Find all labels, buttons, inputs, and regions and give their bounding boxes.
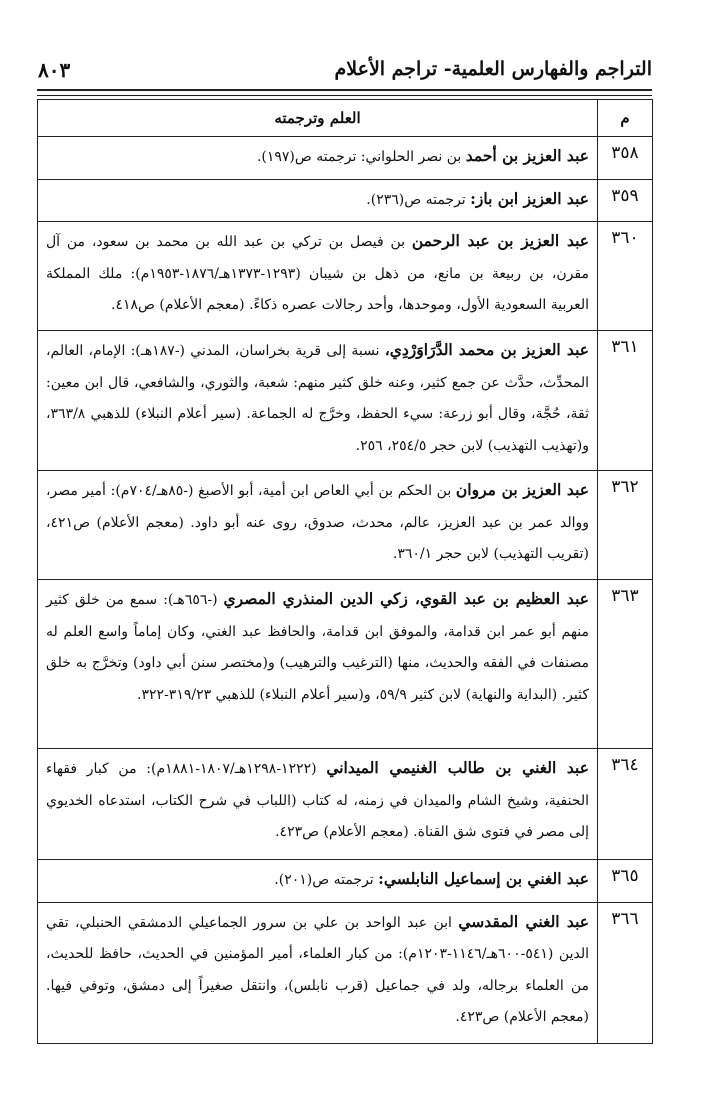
entry-body (38, 222, 598, 331)
table-header-row (38, 100, 653, 137)
entry-text: بن فيصل بن تركي بن عبد الله بن محمد بن سعود، من آل مقرن، بن ربيعة بن مانع، من ذهل بن شيبان (١٢٩٣-١٣٧٣هـ/١٨٧٦-١٩٥٣م): ملك المملكة العربية السعودية الأول، وموحدها، وأحد رجالات عصره ذكاءً. (معجم الأعلام) ص٤١٨. (46, 234, 589, 313)
entry-text: (-٦٥٦هـ): سمع من خلق كثير منهم أبو عمر ابن قدامة، والموفق ابن قدامة، والحافظ عبد الغني، وكان إماماً واسع العلم له مصنفات في الفقه والحديث، منها (الترغيب والترهيب) و(مختصر سنن أبي داود) وتخرَّج به خلق كثير. (البداية والنهاية) لابن كثير ٥٩/٩، و(سير أعلام النبلاء) للذهبي ٣١٩/٢٣-٣٢٢. (46, 592, 589, 703)
entry-name: عبد الغني المقدسي (458, 911, 589, 931)
entry-number: ٣٦٢ (598, 471, 653, 580)
table-row (38, 137, 653, 180)
entry-name: عبد العزيز بن عبد الرحمن (411, 231, 590, 250)
entry-number: ٣٦٠ (598, 222, 653, 331)
entry-text: (١٢٢٢-١٢٩٨هـ/١٨٠٧-١٨٨١م): من كبار فقهاء الحنفية، وشيخ الشام والميدان في زمنه، له كتاب (اللباب في شرح الكتاب، استدعاه الخديوي إلى مصر في فتوى شق القناة. (معجم الأعلام) ص٤٢٣. (46, 761, 589, 840)
col-header-number: م (598, 100, 653, 137)
page-number: ٨٠٣ (38, 58, 71, 82)
entry-number: ٣٦١ (598, 331, 653, 471)
entry-number: ٣٦٤ (598, 749, 653, 860)
entry-number: ٣٦٣ (598, 580, 653, 749)
header-rule (37, 89, 652, 96)
entry-body (38, 580, 598, 749)
running-title: التراجم والفهارس العلمية- تراجم الأعلام (334, 58, 652, 80)
entry-text: ترجمته ص(٢٣٦). (366, 191, 471, 208)
entry-body (38, 137, 598, 180)
entry-name: عبد الغني بن طالب الغنيمي الميداني (326, 758, 589, 777)
entry-name: عبد العزيز بن مروان (455, 480, 589, 499)
entry-name: عبد الغني بن إسماعيل النابلسي: (378, 869, 589, 888)
entry-name: عبد العزيز بن أحمد (465, 146, 589, 165)
entry-body (38, 860, 598, 903)
entry-number: ٣٥٩ (598, 179, 653, 222)
entry-text: بن الحكم بن أبي العاص ابن أمية، أبو الأصبغ (-٨٥هـ/٧٠٤م): أمير مصر، ووالد عمر بن عبد العزيز، عالم، محدث، صدوق، روى عنه أبو داود. (معجم الأعلام) ص٤٢١، (تقريب التهذيب) لابن حجر ٣٦٠/١. (46, 483, 589, 562)
entry-text: ترجمته ص(٢٠١). (274, 872, 379, 888)
table-row (38, 331, 653, 471)
entry-name: عبد العظيم بن عبد القوي، زكي الدين المنذري المصري (223, 589, 589, 608)
entry-text: نسبة إلى قرية بخراسان، المدني (-١٨٧هـ): الإمام، العالم، المحدِّث، حدَّث عن جمع كثير، وعنه خلق كثير منهم: شعبة، والثوري، والشافعي، قال ابن معين: ثقة، حُجَّة، وقال أبو زرعة: سيء الحفظ، وخرَّج له الجماعة. (سير أعلام النبلاء) للذهبي ٣٦٣/٨، و(تهذيب التهذيب) لابن حجر ٢٥٤/٥، ٢٥٦. (46, 343, 589, 454)
page-header (38, 56, 652, 86)
table-row (38, 902, 653, 1043)
table-row (38, 222, 653, 331)
table-row (38, 860, 653, 903)
entry-number: ٣٦٦ (598, 902, 653, 1043)
entry-text: ابن عبد الواحد بن علي بن سرور الجماعيلي الدمشقي الحنبلي، تقي الدين (٥٤١-٦٠٠هـ/١١٤٦-١٢٠٣م): من كبار العلماء، أمير المؤمنين في الحديث، حافظ للحديث، من العلماء برجاله، ولد في جماعيل (قرب نابلس)، وانتقل صغيراً إلى دمشق، وتوفي فيها. (معجم الأعلام) ص٤٢٣. (46, 914, 589, 1025)
col-header-biography: العلم وترجمته (38, 100, 598, 137)
entry-body (38, 331, 598, 471)
entry-body (38, 179, 598, 222)
entry-number: ٣٥٨ (598, 137, 653, 180)
table-row (38, 749, 653, 860)
table-row (38, 179, 653, 222)
entry-text: بن نصر الحلواني: ترجمته ص(١٩٧). (256, 149, 466, 165)
table-row (38, 580, 653, 749)
entry-body (38, 902, 598, 1043)
entry-number: ٣٦٥ (598, 860, 653, 903)
table-row (38, 471, 653, 580)
entry-body (38, 471, 598, 580)
entry-body (38, 749, 598, 860)
biographies-table (37, 99, 653, 1044)
entry-name: عبد العزيز ابن باز: (470, 188, 589, 208)
entry-name: عبد العزيز بن محمد الدَّرَاوَرْدِي، (384, 340, 589, 359)
